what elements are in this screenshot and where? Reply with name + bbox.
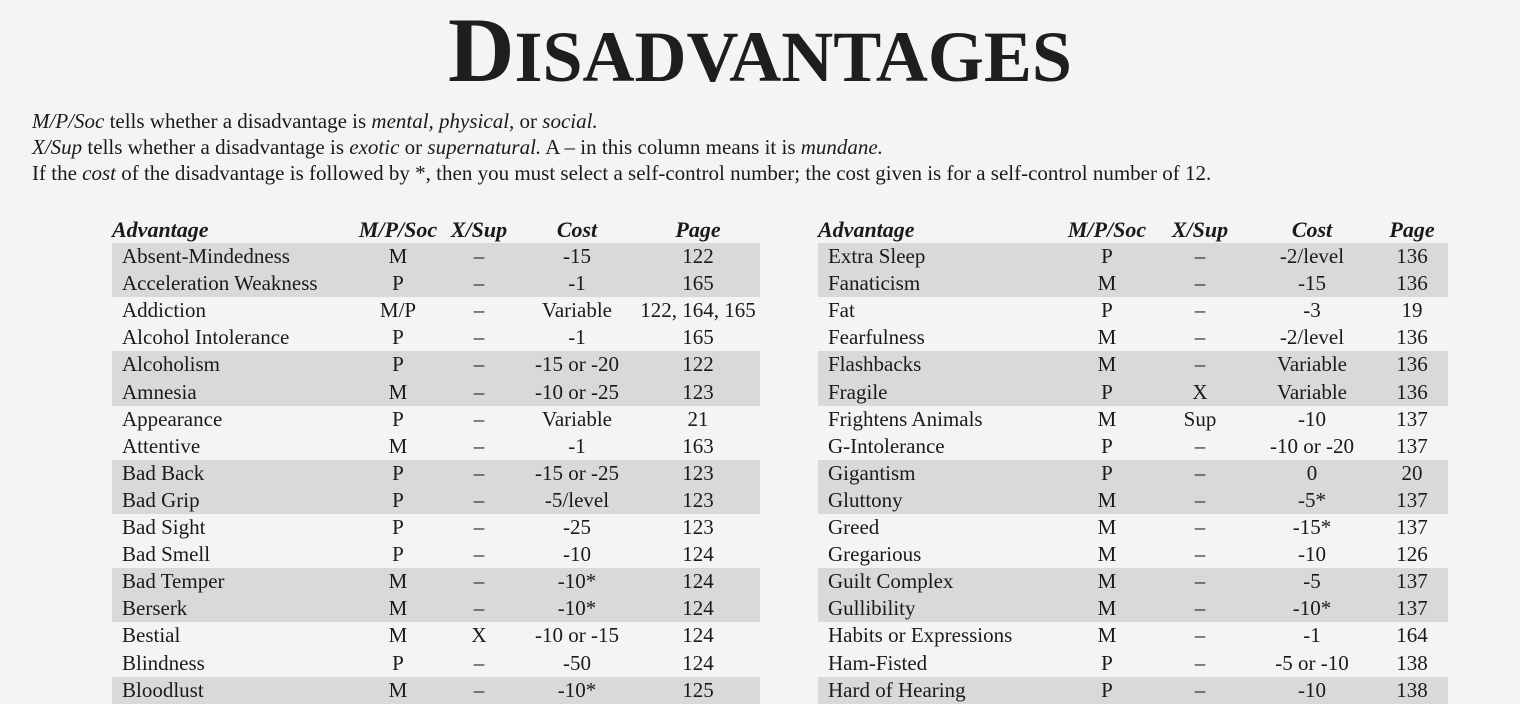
cell-mps: M <box>1062 270 1152 297</box>
table-row <box>818 243 1448 270</box>
table-row <box>112 433 760 460</box>
cell-mps: P <box>1101 650 1113 675</box>
cell-mps: M <box>1062 487 1152 514</box>
cell-mps: M/P <box>379 298 417 323</box>
cell-page: 136 <box>1376 379 1448 406</box>
cell-page: 136 <box>1376 243 1448 270</box>
cell-xsup: – <box>1152 595 1248 622</box>
cell-cost: Variable <box>1248 379 1376 406</box>
cell-cost: -10* <box>518 568 636 595</box>
table-row <box>112 351 760 378</box>
cell-mps: M <box>1097 623 1117 648</box>
cell-page: 124 <box>682 650 714 675</box>
cell-name: Bloodlust <box>112 677 356 704</box>
cell-page: 136 <box>1376 351 1448 378</box>
cell-name: Attentive <box>122 433 201 458</box>
cell-cost: -2/level <box>1279 325 1345 350</box>
cell-name: Greed <box>828 515 880 540</box>
cell-cost: -1 <box>518 270 636 297</box>
cell-mps: M <box>1097 406 1117 431</box>
cell-cost: -10 <box>1298 406 1326 431</box>
cell-xsup: – <box>1194 433 1206 458</box>
intro-text-fragment: of the disadvantage is followed by *, then you must select a self-control number; the cost given is for a self-control number of 12. <box>115 161 1212 185</box>
cell-xsup: – <box>1152 351 1248 378</box>
cell-mps: P <box>356 487 440 514</box>
cell-mps: P <box>356 460 440 487</box>
disadvantages-table-right <box>818 216 1448 704</box>
cell-name: Acceleration Weakness <box>112 270 356 297</box>
cell-name: Blindness <box>122 650 205 675</box>
title-rest: ISADVANTAGES <box>514 17 1072 97</box>
cell-page: 123 <box>636 460 760 487</box>
cell-mps: M <box>356 568 440 595</box>
cell-name: Fat <box>828 298 855 323</box>
cell-page: 137 <box>1376 487 1448 514</box>
table-row <box>112 243 760 270</box>
table-header-row <box>112 216 760 243</box>
cell-page: 122, 164, 165 <box>640 298 756 323</box>
cell-cost: -10 or -25 <box>518 379 636 406</box>
cell-page: 123 <box>636 379 760 406</box>
table-body-right <box>818 243 1448 704</box>
column-header-advantage: Advantage <box>818 217 915 242</box>
cell-page: 19 <box>1401 298 1423 323</box>
cell-cost: -10 or -20 <box>1270 433 1354 458</box>
cell-page: 138 <box>1376 677 1448 704</box>
cell-page: 124 <box>636 568 760 595</box>
cell-page: 165 <box>636 270 760 297</box>
column-header-mps: M/P/Soc <box>1067 217 1147 242</box>
intro-term: mental, physical, <box>371 109 515 133</box>
cell-name: Bad Grip <box>112 487 356 514</box>
cell-name: Hard of Hearing <box>818 677 1062 704</box>
cell-xsup: – <box>473 325 485 350</box>
cell-name: Gigantism <box>818 460 1062 487</box>
column-header-advantage: Advantage <box>112 217 209 242</box>
cell-xsup: – <box>1152 568 1248 595</box>
cell-page: 136 <box>1396 325 1428 350</box>
table-row <box>818 541 1448 568</box>
cell-name: Ham-Fisted <box>828 650 928 675</box>
cell-cost: -1 <box>568 325 586 350</box>
cell-cost: -25 <box>563 515 591 540</box>
cell-name: Gluttony <box>818 487 1062 514</box>
cell-xsup: – <box>440 677 518 704</box>
cell-page: 123 <box>636 487 760 514</box>
cell-cost: Variable <box>1248 351 1376 378</box>
intro-term: X/Sup <box>32 135 83 159</box>
cell-cost: -50 <box>563 650 591 675</box>
cell-xsup: – <box>473 650 485 675</box>
cell-name: Alcohol Intolerance <box>122 325 290 350</box>
cell-xsup: – <box>440 270 518 297</box>
cell-cost: -10 <box>1248 677 1376 704</box>
cell-mps: M <box>388 623 408 648</box>
table-header-row <box>818 216 1448 243</box>
intro-term: cost <box>82 161 116 185</box>
cell-cost: 0 <box>1248 460 1376 487</box>
cell-name: Flashbacks <box>818 351 1062 378</box>
intro-term: M/P/Soc <box>32 109 105 133</box>
cell-mps: M <box>388 433 408 458</box>
intro-term: social. <box>542 109 598 133</box>
table-row <box>818 460 1448 487</box>
cell-cost: -10* <box>518 677 636 704</box>
cell-cost: Variable <box>542 406 612 431</box>
intro-text-fragment: or <box>514 109 543 133</box>
table-row <box>818 622 1448 649</box>
table-row <box>112 568 760 595</box>
intro-term: supernatural. <box>427 135 542 159</box>
table-row <box>112 460 760 487</box>
table-row <box>818 595 1448 622</box>
column-header-page: Page <box>675 217 721 242</box>
intro-line-3 <box>32 160 1512 186</box>
cell-page: 136 <box>1376 270 1448 297</box>
cell-mps: M <box>1062 568 1152 595</box>
cell-name: Gullibility <box>818 595 1062 622</box>
cell-xsup: – <box>473 433 485 458</box>
cell-name: Amnesia <box>112 379 356 406</box>
cell-xsup: – <box>473 542 485 567</box>
cell-page: 125 <box>636 677 760 704</box>
intro-term: mundane. <box>800 135 884 159</box>
table-row <box>818 433 1448 460</box>
cell-cost: -15 or -20 <box>518 351 636 378</box>
cell-xsup: – <box>1152 243 1248 270</box>
cell-page: 138 <box>1396 650 1428 675</box>
cell-mps: M <box>1097 515 1117 540</box>
cell-page: 137 <box>1396 406 1428 431</box>
cell-xsup: – <box>1194 325 1206 350</box>
intro-text-fragment: or <box>399 135 428 159</box>
table-row <box>112 406 760 433</box>
cell-page: 163 <box>682 433 714 458</box>
cell-mps: M <box>356 677 440 704</box>
cell-name: Fragile <box>818 379 1062 406</box>
cell-name: Absent-Mindedness <box>112 243 356 270</box>
cell-page: 137 <box>1396 433 1428 458</box>
cell-name: Bad Smell <box>122 542 211 567</box>
cell-cost: -3 <box>1303 298 1321 323</box>
disadvantages-table-left <box>112 216 760 704</box>
column-header-page: Page <box>1389 217 1435 242</box>
cell-name: Alcoholism <box>112 351 356 378</box>
cell-xsup: – <box>473 406 485 431</box>
cell-mps: P <box>392 325 404 350</box>
cell-cost: -5/level <box>518 487 636 514</box>
cell-xsup: – <box>1152 677 1248 704</box>
cell-xsup: – <box>1152 460 1248 487</box>
intro-text <box>32 108 1512 186</box>
table-row <box>818 379 1448 406</box>
cell-mps: P <box>392 515 404 540</box>
table-row <box>112 541 760 568</box>
cell-mps: M <box>356 243 440 270</box>
cell-name: Bestial <box>122 623 181 648</box>
table-row <box>112 595 760 622</box>
table-row <box>818 406 1448 433</box>
cell-cost: -2/level <box>1248 243 1376 270</box>
cell-xsup: – <box>440 243 518 270</box>
intro-text-fragment: If the <box>32 161 83 185</box>
cell-xsup: – <box>473 515 485 540</box>
cell-page: 124 <box>682 623 714 648</box>
cell-name: Fearfulness <box>828 325 925 350</box>
cell-mps: P <box>1101 433 1113 458</box>
cell-xsup: – <box>1194 542 1206 567</box>
page-title <box>0 0 1520 101</box>
cell-xsup: – <box>1194 650 1206 675</box>
cell-xsup: – <box>473 298 485 323</box>
cell-page: 137 <box>1396 515 1428 540</box>
cell-cost: -15 or -25 <box>518 460 636 487</box>
cell-xsup: – <box>440 568 518 595</box>
cell-mps: M <box>356 595 440 622</box>
cell-page: 124 <box>682 542 714 567</box>
cell-name: Appearance <box>122 406 223 431</box>
cell-xsup: – <box>440 379 518 406</box>
cell-xsup: – <box>440 460 518 487</box>
cell-page: 122 <box>636 243 760 270</box>
table-row <box>818 324 1448 351</box>
intro-line-2 <box>32 134 1512 160</box>
cell-mps: P <box>356 351 440 378</box>
cell-mps: M <box>1097 325 1117 350</box>
cell-mps: P <box>392 650 404 675</box>
table-row <box>112 379 760 406</box>
cell-cost: -10* <box>518 595 636 622</box>
cell-name: Habits or Expressions <box>828 623 1013 648</box>
cell-name: Bad Sight <box>122 515 206 540</box>
table-row <box>818 297 1448 324</box>
cell-mps: P <box>392 542 404 567</box>
cell-cost: -15* <box>1292 515 1332 540</box>
intro-term: exotic <box>349 135 400 159</box>
cell-cost: Variable <box>542 298 612 323</box>
table-row <box>112 622 760 649</box>
cell-xsup: – <box>1152 487 1248 514</box>
table-row <box>112 650 760 677</box>
cell-mps: P <box>1062 460 1152 487</box>
intro-line-1 <box>32 108 1512 134</box>
table-row <box>818 487 1448 514</box>
cell-name: Extra Sleep <box>818 243 1062 270</box>
cell-mps: P <box>392 406 404 431</box>
cell-page: 123 <box>682 515 714 540</box>
cell-cost: -10* <box>1248 595 1376 622</box>
cell-mps: P <box>1062 243 1152 270</box>
table-row <box>112 270 760 297</box>
cell-cost: -10 or -15 <box>535 623 619 648</box>
intro-text-fragment: tells whether a disadvantage is <box>82 135 350 159</box>
cell-page: 124 <box>636 595 760 622</box>
cell-page: 21 <box>687 406 709 431</box>
cell-cost: -1 <box>1303 623 1321 648</box>
cell-xsup: – <box>440 595 518 622</box>
table-row <box>818 677 1448 704</box>
table-row <box>818 568 1448 595</box>
cell-name: G-Intolerance <box>828 433 945 458</box>
intro-text-fragment: tells whether a disadvantage is <box>104 109 372 133</box>
cell-mps: P <box>1101 298 1113 323</box>
cell-cost: -10 <box>563 542 591 567</box>
cell-cost: -1 <box>568 433 586 458</box>
cell-mps: P <box>1062 677 1152 704</box>
cell-name: Fanaticism <box>818 270 1062 297</box>
cell-name: Gregarious <box>828 542 922 567</box>
column-header-mps: M/P/Soc <box>358 217 438 242</box>
cell-xsup: Sup <box>1183 406 1217 431</box>
cell-xsup: – <box>440 351 518 378</box>
cell-xsup: – <box>1152 270 1248 297</box>
table-row <box>818 270 1448 297</box>
table-row <box>112 677 760 704</box>
cell-name: Bad Temper <box>112 568 356 595</box>
cell-page: 126 <box>1396 542 1428 567</box>
cell-cost: -10 <box>1298 542 1326 567</box>
cell-page: 164 <box>1396 623 1428 648</box>
cell-cost: -5* <box>1248 487 1376 514</box>
cell-name: Frightens Animals <box>828 406 983 431</box>
table-row <box>112 297 760 324</box>
cell-page: 122 <box>636 351 760 378</box>
column-header-cost: Cost <box>556 217 598 242</box>
intro-text-fragment: A – in this column means it is <box>541 135 801 159</box>
cell-xsup: – <box>1194 623 1206 648</box>
cell-page: 137 <box>1376 568 1448 595</box>
cell-xsup: – <box>1194 515 1206 540</box>
cell-mps: M <box>1062 351 1152 378</box>
cell-xsup: X <box>471 623 487 648</box>
cell-cost: -15 <box>518 243 636 270</box>
cell-name: Addiction <box>122 298 206 323</box>
cell-cost: -5 <box>1248 568 1376 595</box>
table-row <box>112 514 760 541</box>
cell-name: Berserk <box>112 595 356 622</box>
cell-page: 137 <box>1376 595 1448 622</box>
cell-mps: M <box>356 379 440 406</box>
cell-xsup: – <box>440 487 518 514</box>
cell-name: Guilt Complex <box>818 568 1062 595</box>
cell-xsup: X <box>1152 379 1248 406</box>
cell-mps: P <box>356 270 440 297</box>
cell-mps: P <box>1062 379 1152 406</box>
column-header-xsup: X/Sup <box>1171 217 1229 242</box>
cell-mps: M <box>1097 542 1117 567</box>
title-initial: D <box>448 0 515 101</box>
column-header-xsup: X/Sup <box>450 217 508 242</box>
cell-cost: -15 <box>1248 270 1376 297</box>
table-row <box>818 650 1448 677</box>
table-row <box>112 487 760 514</box>
cell-page: 165 <box>682 325 714 350</box>
cell-name: Bad Back <box>112 460 356 487</box>
cell-xsup: – <box>1194 298 1206 323</box>
cell-mps: M <box>1062 595 1152 622</box>
cell-page: 20 <box>1376 460 1448 487</box>
table-body-left <box>112 243 760 704</box>
table-row <box>818 351 1448 378</box>
column-header-cost: Cost <box>1291 217 1333 242</box>
table-row <box>818 514 1448 541</box>
table-row <box>112 324 760 351</box>
cell-cost: -5 or -10 <box>1275 650 1349 675</box>
